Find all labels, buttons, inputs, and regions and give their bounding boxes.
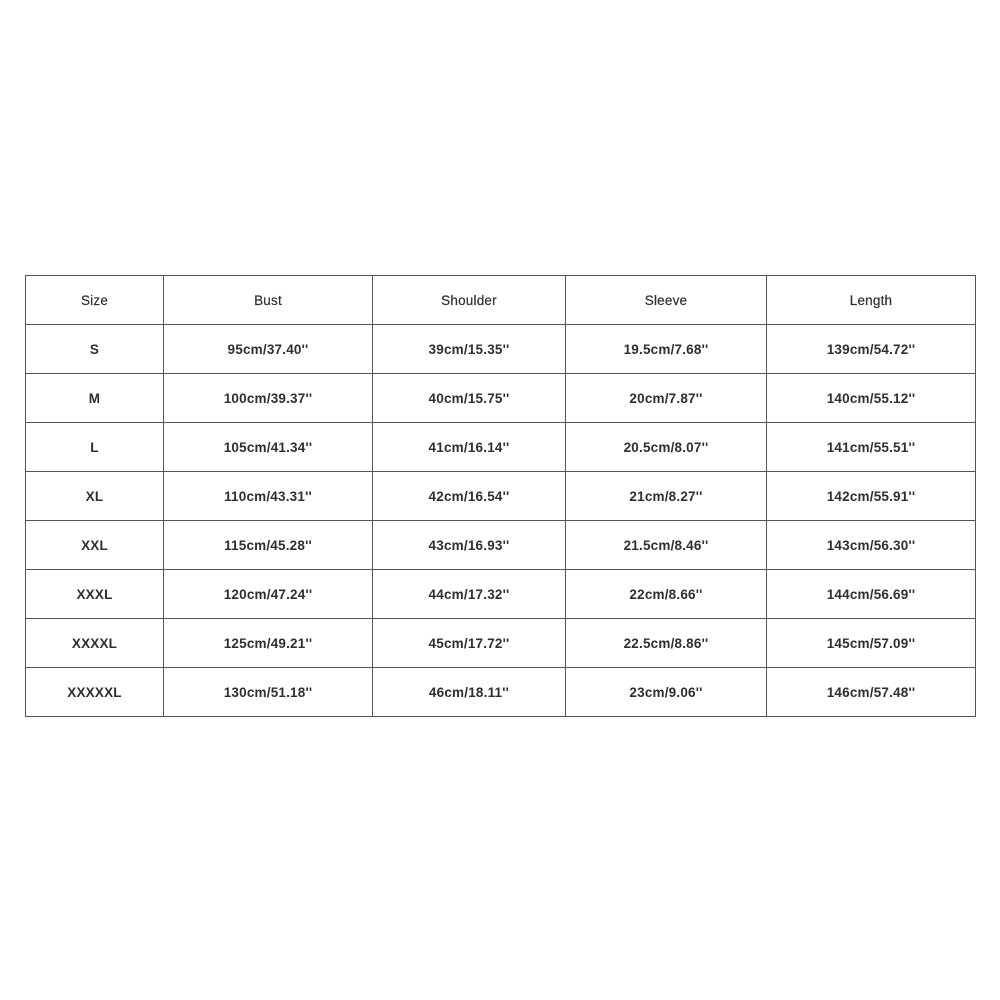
size-cell: XXXXXL (26, 668, 164, 717)
size-cell: XXL (26, 521, 164, 570)
shoulder-cell: 40cm/15.75'' (373, 374, 566, 423)
sleeve-cell: 23cm/9.06'' (566, 668, 767, 717)
sleeve-cell: 20cm/7.87'' (566, 374, 767, 423)
bust-cell: 100cm/39.37'' (164, 374, 373, 423)
sleeve-cell: 19.5cm/7.68'' (566, 325, 767, 374)
bust-cell: 120cm/47.24'' (164, 570, 373, 619)
size-chart-table (25, 275, 976, 717)
shoulder-cell: 39cm/15.35'' (373, 325, 566, 374)
table-row (26, 668, 976, 717)
sleeve-cell: 20.5cm/8.07'' (566, 423, 767, 472)
length-cell: 143cm/56.30'' (767, 521, 976, 570)
size-chart-body (26, 325, 976, 717)
size-cell: XXXXL (26, 619, 164, 668)
size-cell: S (26, 325, 164, 374)
shoulder-cell: 44cm/17.32'' (373, 570, 566, 619)
length-cell: 146cm/57.48'' (767, 668, 976, 717)
shoulder-cell: 41cm/16.14'' (373, 423, 566, 472)
header-row (26, 276, 976, 325)
table-row (26, 423, 976, 472)
header-shoulder: Shoulder (373, 276, 566, 325)
table-row (26, 325, 976, 374)
length-cell: 144cm/56.69'' (767, 570, 976, 619)
table-row (26, 374, 976, 423)
bust-cell: 95cm/37.40'' (164, 325, 373, 374)
size-cell: L (26, 423, 164, 472)
header-sleeve: Sleeve (566, 276, 767, 325)
table-row (26, 570, 976, 619)
header-length: Length (767, 276, 976, 325)
size-cell: XXXL (26, 570, 164, 619)
table-row (26, 619, 976, 668)
sleeve-cell: 21.5cm/8.46'' (566, 521, 767, 570)
size-chart-header (26, 276, 976, 325)
bust-cell: 105cm/41.34'' (164, 423, 373, 472)
length-cell: 142cm/55.91'' (767, 472, 976, 521)
shoulder-cell: 45cm/17.72'' (373, 619, 566, 668)
size-cell: XL (26, 472, 164, 521)
sleeve-cell: 22.5cm/8.86'' (566, 619, 767, 668)
length-cell: 140cm/55.12'' (767, 374, 976, 423)
header-bust: Bust (164, 276, 373, 325)
bust-cell: 110cm/43.31'' (164, 472, 373, 521)
table-row (26, 472, 976, 521)
shoulder-cell: 42cm/16.54'' (373, 472, 566, 521)
length-cell: 141cm/55.51'' (767, 423, 976, 472)
table-row (26, 521, 976, 570)
shoulder-cell: 43cm/16.93'' (373, 521, 566, 570)
length-cell: 139cm/54.72'' (767, 325, 976, 374)
length-cell: 145cm/57.09'' (767, 619, 976, 668)
sleeve-cell: 21cm/8.27'' (566, 472, 767, 521)
header-size: Size (26, 276, 164, 325)
bust-cell: 130cm/51.18'' (164, 668, 373, 717)
sleeve-cell: 22cm/8.66'' (566, 570, 767, 619)
bust-cell: 115cm/45.28'' (164, 521, 373, 570)
bust-cell: 125cm/49.21'' (164, 619, 373, 668)
shoulder-cell: 46cm/18.11'' (373, 668, 566, 717)
size-cell: M (26, 374, 164, 423)
